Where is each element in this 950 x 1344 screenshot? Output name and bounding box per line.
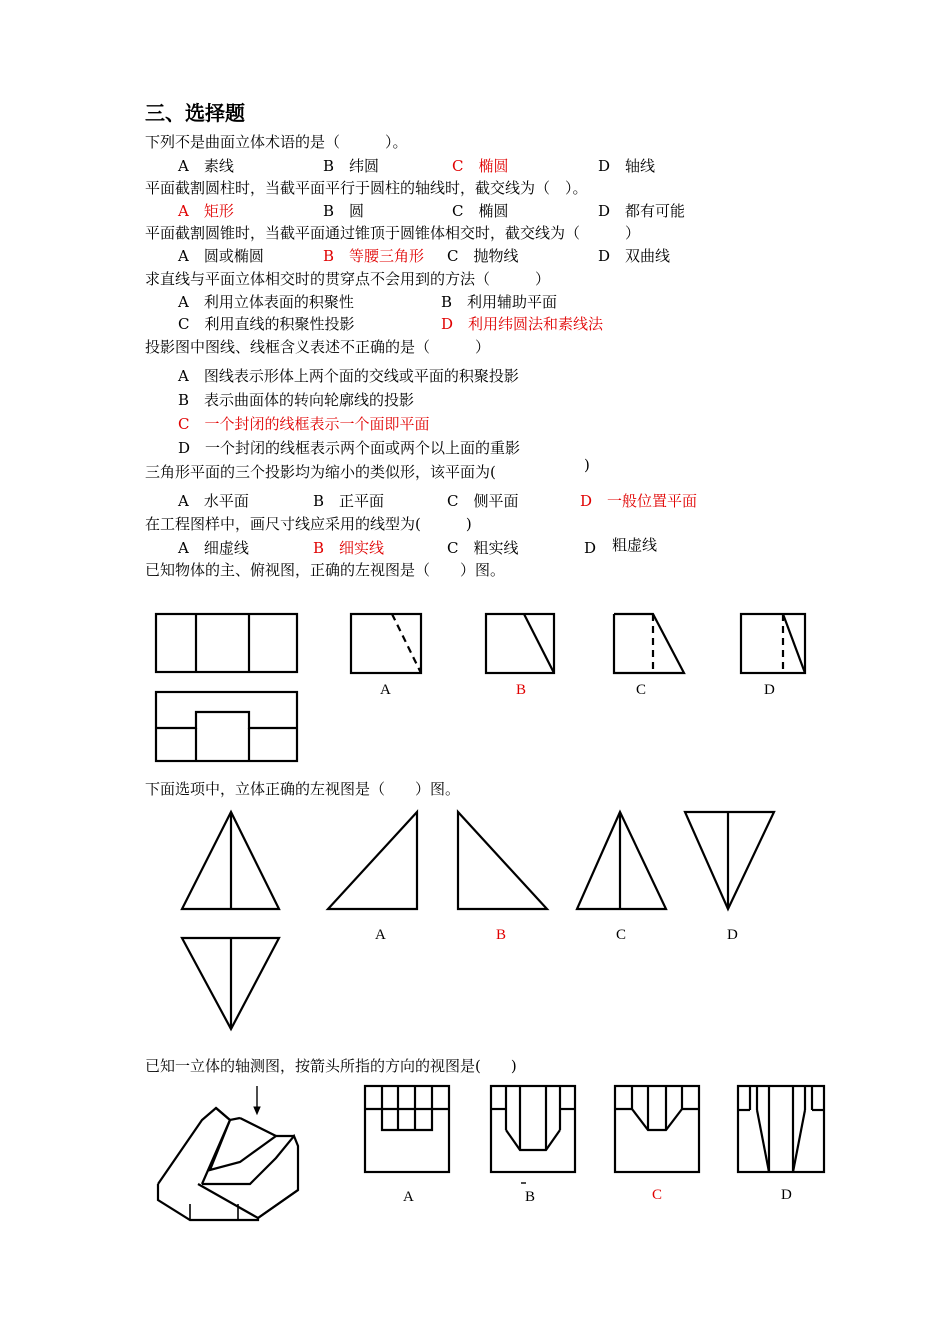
q8-option-d-figure: [735, 608, 820, 680]
q8-option-a-figure: [345, 608, 430, 680]
q4-option-b: B 利用辅助平面: [441, 293, 558, 311]
section-title: 三、选择题: [145, 101, 245, 125]
q9-option-b-figure: [452, 806, 557, 916]
q5-option-c: C 一个封闭的线框表示一个面即平面: [178, 415, 430, 433]
q8-label-b: B: [516, 682, 527, 698]
q9-label-c: C: [616, 927, 627, 943]
q9-label-d: D: [727, 927, 738, 943]
q4-option-c: C 利用直线的积聚性投影: [178, 315, 355, 333]
q9-label-b: B: [496, 927, 507, 943]
q3-option-d: D 双曲线: [598, 247, 671, 265]
q8-front-view: [150, 608, 305, 768]
q8-label-d: D: [764, 682, 775, 698]
q1-option-a: A 素线: [178, 157, 234, 175]
q7-option-b: B 细实线: [313, 539, 385, 557]
q1-option-b: B 纬圆: [323, 157, 380, 175]
q7-option-d: 粗虚线: [612, 536, 658, 554]
q5-option-b: B 表示曲面体的转向轮廓线的投影: [178, 391, 415, 409]
q10-stem: 已知一立体的轴测图，按箭头所指的方向的视图是( ): [145, 1057, 517, 1075]
q8-label-c: C: [636, 682, 647, 698]
q8-option-c-figure: [608, 608, 693, 680]
q6-option-c: C 侧平面: [447, 492, 519, 510]
q10-label-c: C: [652, 1187, 663, 1203]
q3-stem: 平面截割圆锥时，当截平面通过锥顶于圆锥体相交时，截交线为（ ）: [145, 224, 641, 242]
q9-option-c-figure: [571, 806, 676, 916]
q5-option-a: A 图线表示形体上两个面的交线或平面的积聚投影: [178, 367, 519, 385]
q7-stem: 在工程图样中，画尺寸线应采用的线型为( ): [145, 515, 472, 533]
q10-label-a: A: [403, 1189, 414, 1205]
q1-stem: 下列不是曲面立体术语的是（ ）。: [145, 133, 408, 151]
q5-stem: 投影图中图线、线框含义表述不正确的是（ ）: [145, 338, 491, 356]
q10-option-b-figure: [484, 1080, 584, 1195]
q6-option-b: B 正平面: [313, 492, 385, 510]
q6-stem-end: ): [584, 456, 590, 474]
q9-stem: 下面选项中，立体正确的左视图是（ ）图。: [145, 780, 461, 798]
q2-option-d: D 都有可能: [598, 202, 686, 220]
q6-option-d: D 一般位置平面: [580, 492, 698, 510]
q1-option-c: C 椭圆: [452, 157, 509, 175]
q8-label-a: A: [380, 682, 391, 698]
q7-option-d-letter: D: [584, 539, 597, 557]
q9-label-a: A: [375, 927, 386, 943]
q8-stem: 已知物体的主、俯视图，正确的左视图是（ ）图。: [145, 561, 506, 579]
q10-option-d-figure: [731, 1080, 831, 1180]
q5-option-d: D 一个封闭的线框表示两个面或两个以上面的重影: [178, 439, 521, 457]
q8-option-b-figure: [480, 608, 565, 680]
q10-axonometric-figure: [150, 1080, 310, 1245]
q10-option-c-figure: [608, 1080, 708, 1180]
q4-option-a: A 利用立体表面的积聚性: [178, 293, 354, 311]
q1-option-d: D 轴线: [598, 157, 656, 175]
q9-option-a-figure: [322, 806, 427, 916]
q3-option-a: A 圆或椭圆: [178, 247, 264, 265]
q9-option-d-figure: [679, 806, 784, 916]
q4-option-d: D 利用纬圆法和素线法: [441, 315, 604, 333]
q6-stem: 三角形平面的三个投影均为缩小的类似形，该平面为(: [145, 463, 496, 481]
q7-option-a: A 细虚线: [178, 539, 249, 557]
q6-option-a: A 水平面: [178, 492, 249, 510]
q2-option-a: A 矩形: [178, 202, 234, 220]
q7-option-c: C 粗实线: [447, 539, 519, 557]
q4-stem: 求直线与平面立体相交时的贯穿点不会用到的方法（ ）: [145, 270, 551, 288]
q9-front-view: [175, 806, 290, 1036]
q10-option-a-figure: [358, 1080, 458, 1180]
q2-option-c: C 椭圆: [452, 202, 509, 220]
q3-option-b: B 等腰三角形: [323, 247, 425, 265]
q10-label-d: D: [781, 1187, 792, 1203]
q2-stem: 平面截割圆柱时，当截平面平行于圆柱的轴线时，截交线为（ ）。: [145, 179, 588, 197]
q10-label-b: B: [525, 1189, 536, 1205]
q3-option-c: C 抛物线: [447, 247, 519, 265]
q2-option-b: B 圆: [323, 202, 365, 220]
